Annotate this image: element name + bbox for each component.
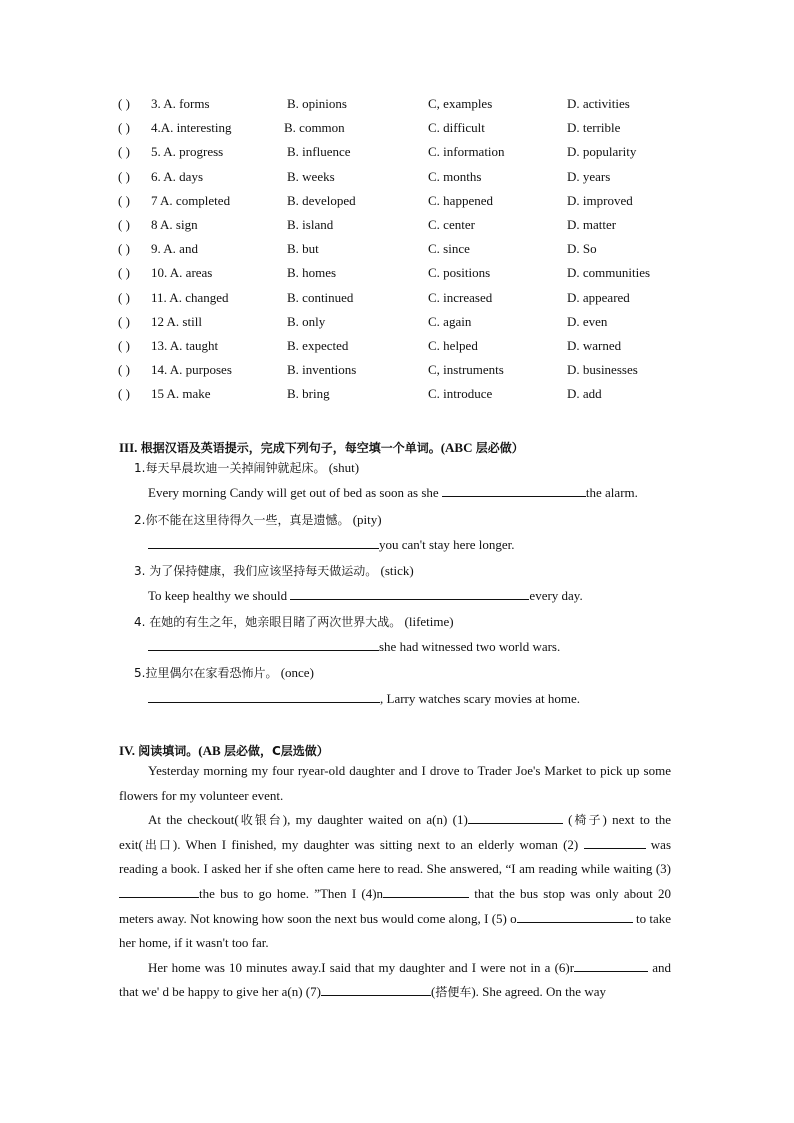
- chair-cn: 椅子: [572, 813, 603, 828]
- item-2-chinese: 2.你不能在这里待得久一些，真是遗憾。: [134, 513, 350, 527]
- item-3-prompt: [134, 561, 414, 581]
- p3-text: Her home was 10 minutes away.I said that my daughter and I were not in a (6)r: [148, 959, 575, 975]
- option-b: B. island: [287, 216, 334, 232]
- blank-5[interactable]: [517, 909, 633, 923]
- option-d: D. activities: [567, 96, 630, 111]
- item-5-post: , Larry watches scary movies at home.: [380, 691, 580, 706]
- p2-text: At the checkout(: [148, 812, 239, 828]
- option-b: B. continued: [287, 289, 354, 305]
- p2-text: ). When I finished, my daughter was sitting next to an elderly woman (2): [172, 836, 579, 852]
- item-5-chinese: 5.拉里偶尔在家看恐怖片。: [134, 666, 278, 680]
- option-a: 12 A. still: [151, 313, 202, 329]
- section-3-number: III.: [119, 440, 138, 455]
- option-b: B. weeks: [287, 168, 335, 184]
- option-d: D. even: [567, 313, 608, 329]
- answer-blank[interactable]: ( ): [118, 192, 130, 208]
- p2-text: that the bus stop was only about 20 meters away. Not knowing how soon the next bus would come along, I (5) o: [119, 885, 671, 926]
- item-3-blank[interactable]: [290, 586, 529, 600]
- option-d: D. communities: [567, 265, 651, 281]
- item-4-chinese: 4. 在她的有生之年，她亲眼目睹了两次世界大战。: [134, 615, 402, 629]
- section-4-tag-cn: 层必做，C层选做）: [223, 744, 329, 758]
- answer-blank[interactable]: ( ): [118, 289, 130, 305]
- item-2-sentence: [148, 535, 515, 555]
- item-2-hint: (pity): [352, 512, 382, 527]
- item-1-pre: Every morning Candy will get out of bed as soon as she: [148, 485, 439, 500]
- section-4-heading: [119, 742, 329, 759]
- option-d: D. businesses: [567, 362, 638, 378]
- section-3-instruction: 根据汉语及英语提示，完成下列句子，每空填一个单词。: [140, 441, 441, 455]
- ride-cn: 搭便车: [435, 985, 472, 1000]
- p3-text: ). She agreed. On the way: [471, 984, 606, 1000]
- item-1-sentence: [148, 483, 638, 503]
- option-d: D. improved: [567, 192, 633, 208]
- p2-text: to take her home, if it wasn't too far.: [119, 910, 672, 951]
- option-a: 13. A. taught: [151, 337, 219, 353]
- p3-text: and that we' d be happy to give her a(n) (7): [119, 959, 672, 1000]
- reading-passage: [119, 759, 671, 1005]
- option-a: 3. A. forms: [151, 96, 210, 111]
- item-1-post: the alarm.: [585, 485, 638, 500]
- item-1-blank[interactable]: [442, 483, 586, 497]
- option-a: 4.A. interesting: [151, 120, 232, 136]
- option-d: D. terrible: [567, 120, 621, 136]
- item-1-prompt: [134, 458, 359, 478]
- item-3-pre: To keep healthy we should: [148, 588, 288, 603]
- option-a: 14. A. purposes: [151, 362, 232, 378]
- option-d: D. warned: [567, 337, 622, 353]
- option-d: D. matter: [567, 216, 617, 232]
- option-d: D. add: [567, 386, 602, 402]
- section-3-tag-cn: 层必做）: [475, 441, 524, 455]
- option-b: B. bring: [287, 386, 330, 402]
- answer-blank[interactable]: ( ): [118, 120, 130, 136]
- blank-7[interactable]: [321, 982, 431, 996]
- blank-4[interactable]: [383, 884, 469, 898]
- answer-blank[interactable]: ( ): [118, 216, 130, 232]
- paragraph-2: [119, 808, 671, 956]
- item-5-hint: (once): [280, 665, 314, 680]
- answer-blank[interactable]: ( ): [118, 144, 130, 160]
- option-a: 7 A. completed: [151, 192, 231, 208]
- option-a: 10. A. areas: [151, 265, 213, 281]
- item-5-prompt: [134, 663, 314, 683]
- option-c: C. difficult: [428, 120, 485, 136]
- section-4-instruction: 阅读填词。: [138, 744, 199, 758]
- item-5-sentence: [148, 689, 580, 709]
- option-b: B. only: [287, 313, 326, 329]
- item-1-hint: (shut): [328, 460, 360, 475]
- option-b: B. common: [284, 120, 345, 136]
- blank-2[interactable]: [584, 835, 646, 849]
- option-a: 8 A. sign: [151, 216, 198, 232]
- option-b: B. homes: [287, 265, 337, 281]
- answer-blank[interactable]: ( ): [118, 313, 130, 329]
- item-2-post: you can't stay here longer.: [379, 537, 515, 552]
- answer-blank[interactable]: ( ): [118, 96, 130, 111]
- item-4-sentence: [148, 637, 560, 657]
- option-b: B. inventions: [287, 362, 357, 378]
- exit-cn: 出口: [142, 837, 173, 852]
- item-4-prompt: [134, 612, 454, 632]
- answer-blank[interactable]: ( ): [118, 362, 130, 378]
- p2-text: (: [568, 812, 573, 828]
- section-4-number: IV.: [119, 743, 136, 758]
- item-3-post: every day.: [529, 588, 583, 603]
- p2-text: the bus to go home. ”Then I (4)n: [199, 885, 384, 901]
- option-c: C. introduce: [428, 386, 493, 402]
- option-d: D. appeared: [567, 289, 630, 305]
- item-3-hint: (stick): [380, 563, 414, 578]
- item-2-prompt: [134, 510, 382, 530]
- option-a: 11. A. changed: [151, 289, 229, 305]
- option-c: C. months: [428, 168, 482, 184]
- p3-text: (: [430, 984, 436, 1000]
- p2-text: was reading a book. I asked her if she often came here to read. She answered, “I am reading while waiting (3): [119, 836, 671, 877]
- p2-text: ), my daughter waited on a(n) (1): [282, 812, 468, 828]
- option-d: D. So: [567, 241, 597, 257]
- option-c: C, instruments: [428, 362, 504, 378]
- option-c: C. information: [428, 144, 505, 160]
- option-a: 6. A. days: [151, 168, 203, 184]
- paragraph-1: Yesterday morning my four ryear-old daughter and I drove to Trader Joe's Market to pick up some flowers for my volunteer event.: [119, 763, 671, 803]
- option-b: B. expected: [287, 337, 349, 353]
- option-b: B. opinions: [287, 96, 347, 111]
- option-c: C. positions: [428, 265, 491, 281]
- blank-3[interactable]: [119, 884, 199, 898]
- option-a: 15 A. make: [151, 386, 211, 402]
- item-1-chinese: 1.每天早晨坎迪一关掉闹钟就起床。: [134, 461, 326, 475]
- option-d: D. popularity: [567, 144, 637, 160]
- answer-blank[interactable]: ( ): [118, 168, 130, 184]
- option-c: C. increased: [428, 289, 493, 305]
- item-4-blank[interactable]: [148, 637, 379, 651]
- option-b: B. developed: [287, 192, 356, 208]
- checkout-cn: 收银台: [238, 813, 283, 828]
- option-c: C. helped: [428, 337, 478, 353]
- option-c: C. center: [428, 216, 475, 232]
- section-3-heading: [119, 439, 524, 456]
- paragraph-3: [119, 956, 671, 1005]
- option-c: C. again: [428, 313, 472, 329]
- section-3-tag: (ABC: [440, 440, 473, 455]
- answer-blank[interactable]: ( ): [118, 386, 130, 402]
- p2-text: ) next to the exit(: [119, 812, 671, 852]
- answer-blank[interactable]: ( ): [118, 337, 130, 353]
- option-c: C. happened: [428, 192, 493, 208]
- blank-6[interactable]: [574, 958, 648, 972]
- item-3-sentence: [148, 586, 583, 606]
- item-3-chinese: 3. 为了保持健康，我们应该坚持每天做运动。: [134, 564, 378, 578]
- option-c: C. since: [428, 241, 470, 257]
- blank-1[interactable]: [468, 810, 563, 824]
- option-d: D. years: [567, 168, 611, 184]
- item-4-post: she had witnessed two world wars.: [379, 639, 561, 654]
- item-5-blank[interactable]: [148, 689, 380, 703]
- option-b: B. but: [287, 241, 319, 257]
- item-4-hint: (lifetime): [404, 614, 454, 629]
- option-b: B. influence: [287, 144, 351, 160]
- option-a: 5. A. progress: [151, 144, 224, 160]
- answer-blank[interactable]: ( ): [118, 265, 130, 281]
- item-2-blank[interactable]: [148, 535, 379, 549]
- option-a: 9. A. and: [151, 241, 198, 257]
- answer-blank[interactable]: ( ): [118, 241, 130, 257]
- section-4-tag: (AB: [198, 743, 221, 758]
- option-c: C, examples: [428, 96, 493, 111]
